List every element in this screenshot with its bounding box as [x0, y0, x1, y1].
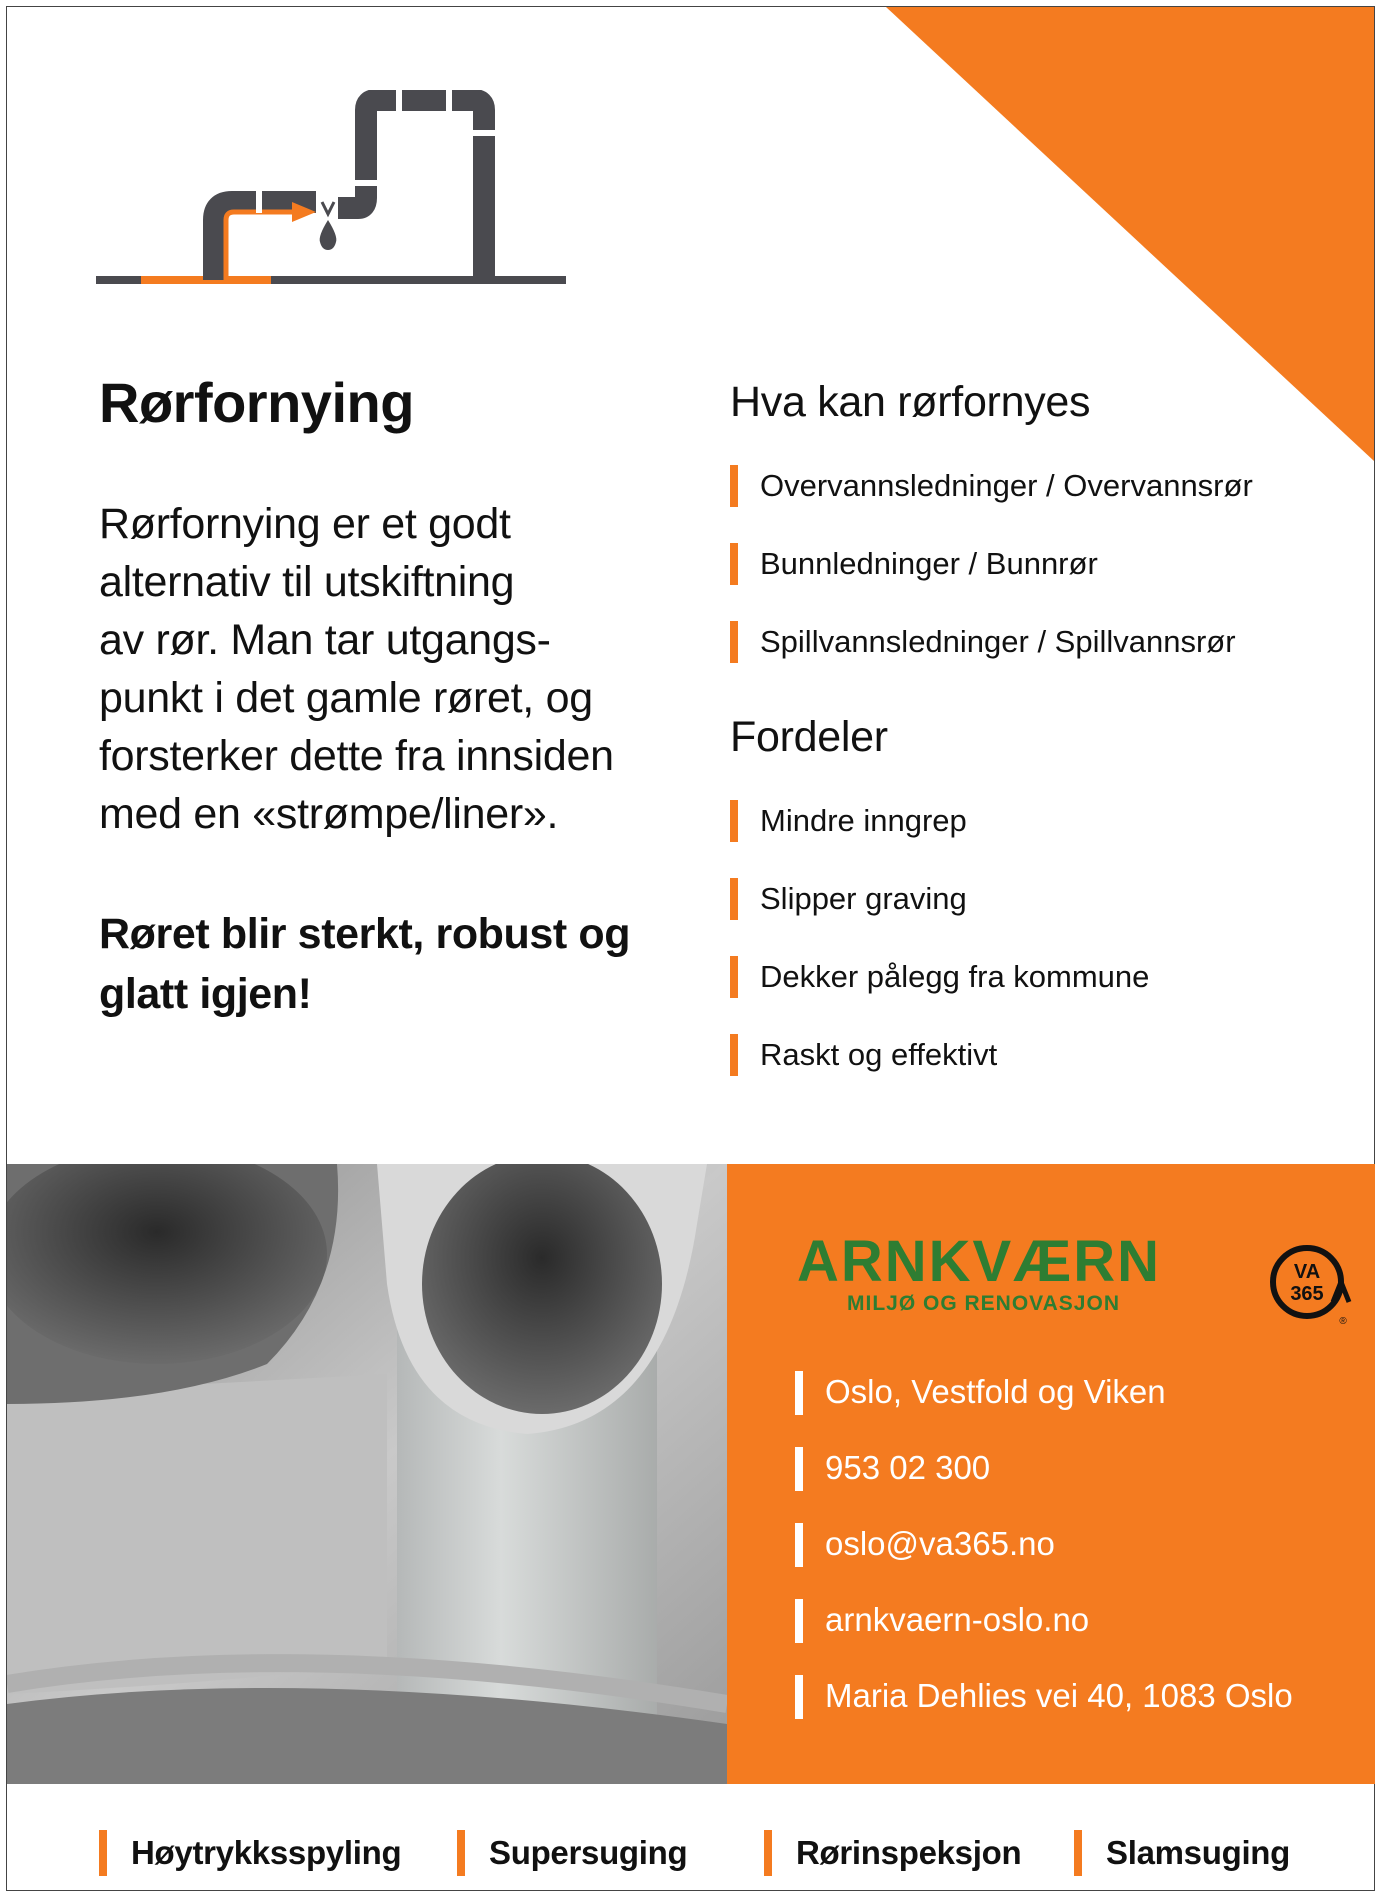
contact-website[interactable]: arnkvaern-oslo.no	[795, 1597, 1293, 1643]
badge-top-text: VA	[1293, 1261, 1321, 1283]
intro-line: forsterker dette fra innsiden	[99, 732, 614, 780]
intro-line: alternativ til utskiftning	[99, 558, 515, 606]
what-list	[730, 463, 1350, 665]
list-item: Raskt og effektivt	[730, 1032, 1350, 1078]
va365-badge-icon	[1267, 1238, 1357, 1328]
badge-bottom-text: 365	[1290, 1283, 1324, 1305]
list-item: Bunnledninger / Bunnrør	[730, 541, 1350, 587]
pipe-leak-icon	[96, 90, 566, 290]
tagline-line: Røret blir sterkt, robust og	[99, 910, 631, 958]
page-title: Rørfornying	[99, 371, 414, 434]
company-name: ARNKVÆRN	[797, 1229, 1161, 1294]
info-column	[730, 378, 1350, 1110]
contact-list	[795, 1369, 1293, 1749]
intro-line: av rør. Man tar utgangs-	[99, 616, 551, 664]
list-item: Dekker pålegg fra kommune	[730, 954, 1350, 1000]
intro-line: Rørfornying er et godt	[99, 500, 511, 548]
benefits-heading: Fordeler	[730, 713, 888, 761]
service-item: Slamsuging	[1074, 1830, 1290, 1876]
company-panel	[727, 1164, 1375, 1784]
list-item: Spillvannsledninger / Spillvannsrør	[730, 619, 1350, 665]
tagline-line: glatt igjen!	[99, 970, 312, 1018]
intro-paragraph	[99, 495, 689, 843]
list-item: Mindre inngrep	[730, 798, 1350, 844]
contact-region: Oslo, Vestfold og Viken	[795, 1369, 1293, 1415]
tagline	[99, 904, 689, 1024]
benefits-list	[730, 798, 1350, 1078]
contact-address: Maria Dehlies vei 40, 1083 Oslo	[795, 1673, 1293, 1719]
company-logo	[797, 1229, 1347, 1342]
list-item: Overvannsledninger / Overvannsrør	[730, 463, 1350, 509]
service-item: Høytrykksspyling	[99, 1830, 401, 1876]
contact-email[interactable]: oslo@va365.no	[795, 1521, 1293, 1567]
service-item: Supersuging	[457, 1830, 687, 1876]
badge-registered-mark: ®	[1339, 1316, 1347, 1327]
list-item: Slipper graving	[730, 876, 1350, 922]
what-heading: Hva kan rørfornyes	[730, 378, 1091, 426]
intro-line: punkt i det gamle røret, og	[99, 674, 593, 722]
company-subtitle: MILJØ OG RENOVASJON	[847, 1292, 1120, 1315]
service-item: Rørinspeksjon	[764, 1830, 1021, 1876]
intro-line: med en «strømpe/liner».	[99, 790, 559, 838]
pipe-liner-photo	[7, 1164, 727, 1784]
contact-phone[interactable]: 953 02 300	[795, 1445, 1293, 1491]
services-bar	[0, 1830, 1382, 1886]
